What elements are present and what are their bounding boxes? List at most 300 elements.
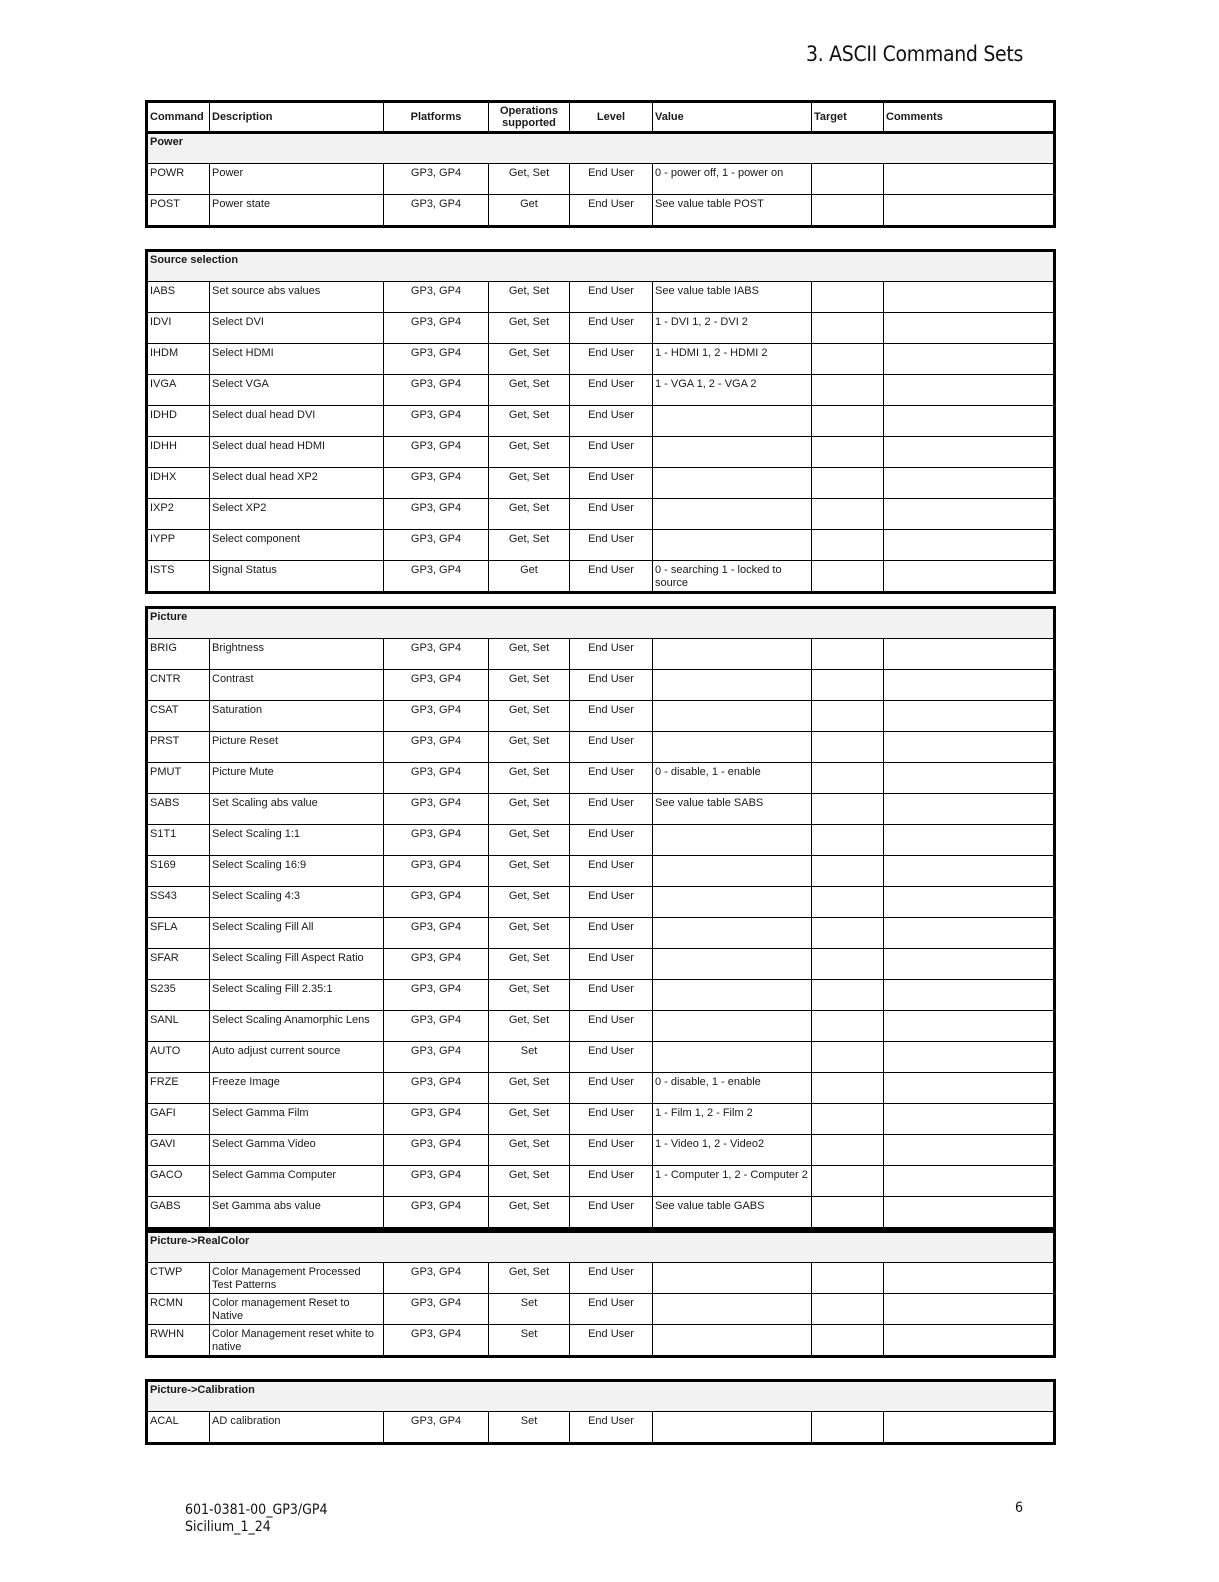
cell-platforms: GP3, GP4 xyxy=(384,406,489,437)
cell-platforms: GP3, GP4 xyxy=(384,344,489,375)
cell-comments xyxy=(884,1135,1055,1166)
cell-value xyxy=(653,887,812,918)
cell-value: 1 - Computer 1, 2 - Computer 2 xyxy=(653,1166,812,1197)
table-row xyxy=(147,1011,1055,1042)
cell-command: PRST xyxy=(147,732,210,763)
cell-comments xyxy=(884,639,1055,670)
cell-level: End User xyxy=(570,195,653,227)
cell-description: Color Management Processed Test Patterns xyxy=(210,1263,384,1294)
section-table xyxy=(145,100,1056,228)
cell-comments xyxy=(884,344,1055,375)
cell-description: Select Gamma Video xyxy=(210,1135,384,1166)
cell-description: Auto adjust current source xyxy=(210,1042,384,1073)
cell-target xyxy=(812,313,884,344)
cell-comments xyxy=(884,1263,1055,1294)
cell-target xyxy=(812,499,884,530)
cell-level: End User xyxy=(570,406,653,437)
cell-command: SANL xyxy=(147,1011,210,1042)
section-table xyxy=(145,1230,1056,1358)
column-header-level: Level xyxy=(570,102,653,133)
table-row xyxy=(147,732,1055,763)
table-row xyxy=(147,825,1055,856)
cell-comments xyxy=(884,856,1055,887)
cell-target xyxy=(812,1197,884,1229)
cell-platforms: GP3, GP4 xyxy=(384,561,489,593)
cell-platforms: GP3, GP4 xyxy=(384,1011,489,1042)
cell-target xyxy=(812,949,884,980)
cell-level: End User xyxy=(570,561,653,593)
cell-platforms: GP3, GP4 xyxy=(384,1325,489,1357)
cell-command: AUTO xyxy=(147,1042,210,1073)
cell-platforms: GP3, GP4 xyxy=(384,670,489,701)
table-row xyxy=(147,1197,1055,1229)
column-header-command: Command xyxy=(147,102,210,133)
section-table xyxy=(145,606,1056,1230)
table-row xyxy=(147,639,1055,670)
cell-operations: Get, Set xyxy=(489,670,570,701)
cell-value xyxy=(653,406,812,437)
cell-operations: Get, Set xyxy=(489,375,570,406)
cell-target xyxy=(812,1073,884,1104)
table-row xyxy=(147,794,1055,825)
cell-platforms: GP3, GP4 xyxy=(384,949,489,980)
table-row xyxy=(147,701,1055,732)
cell-description: Select dual head DVI xyxy=(210,406,384,437)
cell-target xyxy=(812,1011,884,1042)
cell-operations: Set xyxy=(489,1294,570,1325)
cell-operations: Get xyxy=(489,561,570,593)
cell-description: Freeze Image xyxy=(210,1073,384,1104)
cell-command: IDVI xyxy=(147,313,210,344)
cell-target xyxy=(812,375,884,406)
section-header-row xyxy=(147,608,1055,639)
cell-value: 1 - Video 1, 2 - Video2 xyxy=(653,1135,812,1166)
cell-platforms: GP3, GP4 xyxy=(384,918,489,949)
cell-operations: Get, Set xyxy=(489,856,570,887)
cell-level: End User xyxy=(570,1412,653,1444)
cell-level: End User xyxy=(570,1197,653,1229)
column-header-target: Target xyxy=(812,102,884,133)
column-header-value: Value xyxy=(653,102,812,133)
cell-description: Select Scaling Fill Aspect Ratio xyxy=(210,949,384,980)
cell-operations: Set xyxy=(489,1412,570,1444)
cell-platforms: GP3, GP4 xyxy=(384,825,489,856)
cell-value xyxy=(653,949,812,980)
cell-comments xyxy=(884,313,1055,344)
cell-operations: Get, Set xyxy=(489,1263,570,1294)
cell-comments xyxy=(884,1166,1055,1197)
cell-command: CSAT xyxy=(147,701,210,732)
cell-operations: Get, Set xyxy=(489,732,570,763)
cell-description: Select dual head XP2 xyxy=(210,468,384,499)
cell-level: End User xyxy=(570,732,653,763)
cell-comments xyxy=(884,468,1055,499)
cell-level: End User xyxy=(570,980,653,1011)
cell-target xyxy=(812,406,884,437)
cell-operations: Set xyxy=(489,1042,570,1073)
cell-platforms: GP3, GP4 xyxy=(384,164,489,195)
cell-target xyxy=(812,1042,884,1073)
cell-value xyxy=(653,1011,812,1042)
cell-platforms: GP3, GP4 xyxy=(384,499,489,530)
cell-value xyxy=(653,732,812,763)
cell-platforms: GP3, GP4 xyxy=(384,732,489,763)
cell-operations: Get, Set xyxy=(489,701,570,732)
cell-description: Select dual head HDMI xyxy=(210,437,384,468)
section-header-row xyxy=(147,1381,1055,1412)
cell-platforms: GP3, GP4 xyxy=(384,1166,489,1197)
cell-level: End User xyxy=(570,1042,653,1073)
cell-command: GAVI xyxy=(147,1135,210,1166)
cell-operations: Get, Set xyxy=(489,887,570,918)
cell-platforms: GP3, GP4 xyxy=(384,530,489,561)
cell-command: IABS xyxy=(147,282,210,313)
cell-operations: Get, Set xyxy=(489,313,570,344)
cell-target xyxy=(812,763,884,794)
cell-command: IXP2 xyxy=(147,499,210,530)
cell-level: End User xyxy=(570,313,653,344)
cell-command: POWR xyxy=(147,164,210,195)
cell-command: IYPP xyxy=(147,530,210,561)
cell-platforms: GP3, GP4 xyxy=(384,282,489,313)
cell-description: Select Scaling Fill All xyxy=(210,918,384,949)
cell-operations: Get, Set xyxy=(489,282,570,313)
cell-level: End User xyxy=(570,1325,653,1357)
cell-level: End User xyxy=(570,344,653,375)
cell-target xyxy=(812,1104,884,1135)
table-row xyxy=(147,561,1055,593)
cell-level: End User xyxy=(570,1073,653,1104)
cell-level: End User xyxy=(570,1104,653,1135)
cell-command: RCMN xyxy=(147,1294,210,1325)
footer-doc-number: 601-0381-00_GP3/GP4 xyxy=(185,1502,328,1518)
footer-page-number: 6 xyxy=(1015,1500,1024,1516)
cell-comments xyxy=(884,437,1055,468)
cell-operations: Get, Set xyxy=(489,794,570,825)
table-row xyxy=(147,499,1055,530)
cell-target xyxy=(812,164,884,195)
cell-level: End User xyxy=(570,918,653,949)
section-header-row xyxy=(147,1232,1055,1263)
cell-value: See value table IABS xyxy=(653,282,812,313)
section-title: Source selection xyxy=(147,251,1055,282)
cell-value: 0 - disable, 1 - enable xyxy=(653,1073,812,1104)
cell-platforms: GP3, GP4 xyxy=(384,1294,489,1325)
cell-level: End User xyxy=(570,1011,653,1042)
cell-target xyxy=(812,918,884,949)
footer-doc-info xyxy=(185,1502,327,1536)
cell-platforms: GP3, GP4 xyxy=(384,763,489,794)
cell-description: Select Scaling 4:3 xyxy=(210,887,384,918)
cell-command: SABS xyxy=(147,794,210,825)
cell-description: Brightness xyxy=(210,639,384,670)
table-row xyxy=(147,949,1055,980)
table-row xyxy=(147,887,1055,918)
cell-platforms: GP3, GP4 xyxy=(384,195,489,227)
cell-operations: Get, Set xyxy=(489,1197,570,1229)
cell-value xyxy=(653,437,812,468)
cell-platforms: GP3, GP4 xyxy=(384,794,489,825)
cell-description: Power state xyxy=(210,195,384,227)
cell-operations: Get, Set xyxy=(489,437,570,468)
cell-command: IVGA xyxy=(147,375,210,406)
section-header-row xyxy=(147,251,1055,282)
cell-comments xyxy=(884,282,1055,313)
table-row xyxy=(147,1166,1055,1197)
cell-operations: Get, Set xyxy=(489,530,570,561)
table-row xyxy=(147,1135,1055,1166)
cell-value xyxy=(653,1325,812,1357)
column-header-description: Description xyxy=(210,102,384,133)
cell-description: Signal Status xyxy=(210,561,384,593)
cell-operations: Get, Set xyxy=(489,949,570,980)
cell-level: End User xyxy=(570,1135,653,1166)
cell-level: End User xyxy=(570,1263,653,1294)
cell-command: IDHX xyxy=(147,468,210,499)
section-title: Picture xyxy=(147,608,1055,639)
cell-comments xyxy=(884,530,1055,561)
cell-operations: Get, Set xyxy=(489,164,570,195)
cell-comments xyxy=(884,670,1055,701)
cell-description: Contrast xyxy=(210,670,384,701)
cell-level: End User xyxy=(570,794,653,825)
table-row xyxy=(147,1294,1055,1325)
cell-value xyxy=(653,701,812,732)
cell-description: Color Management reset white to native xyxy=(210,1325,384,1357)
cell-target xyxy=(812,980,884,1011)
cell-description: Select DVI xyxy=(210,313,384,344)
cell-description: Select XP2 xyxy=(210,499,384,530)
table-row xyxy=(147,195,1055,227)
cell-level: End User xyxy=(570,282,653,313)
cell-comments xyxy=(884,1011,1055,1042)
cell-operations: Get, Set xyxy=(489,1166,570,1197)
cell-operations: Get, Set xyxy=(489,918,570,949)
cell-command: SFLA xyxy=(147,918,210,949)
cell-comments xyxy=(884,949,1055,980)
cell-operations: Get, Set xyxy=(489,1073,570,1104)
cell-comments xyxy=(884,1073,1055,1104)
cell-operations: Get xyxy=(489,195,570,227)
cell-level: End User xyxy=(570,887,653,918)
cell-command: S235 xyxy=(147,980,210,1011)
cell-target xyxy=(812,1325,884,1357)
cell-platforms: GP3, GP4 xyxy=(384,1197,489,1229)
cell-comments xyxy=(884,918,1055,949)
column-header-platforms: Platforms xyxy=(384,102,489,133)
cell-comments xyxy=(884,763,1055,794)
table-row xyxy=(147,375,1055,406)
column-header-operations: Operations supported xyxy=(489,102,570,133)
table-row xyxy=(147,1104,1055,1135)
cell-level: End User xyxy=(570,164,653,195)
cell-description: Saturation xyxy=(210,701,384,732)
cell-operations: Get, Set xyxy=(489,639,570,670)
cell-platforms: GP3, GP4 xyxy=(384,437,489,468)
cell-value xyxy=(653,1412,812,1444)
cell-command: S1T1 xyxy=(147,825,210,856)
cell-value: 0 - power off, 1 - power on xyxy=(653,164,812,195)
cell-level: End User xyxy=(570,1166,653,1197)
cell-command: IHDM xyxy=(147,344,210,375)
cell-command: POST xyxy=(147,195,210,227)
cell-comments xyxy=(884,701,1055,732)
cell-description: Set source abs values xyxy=(210,282,384,313)
cell-description: Select VGA xyxy=(210,375,384,406)
column-header-comments: Comments xyxy=(884,102,1055,133)
cell-description: Select Scaling 1:1 xyxy=(210,825,384,856)
cell-comments xyxy=(884,195,1055,227)
cell-operations: Get, Set xyxy=(489,1104,570,1135)
cell-platforms: GP3, GP4 xyxy=(384,701,489,732)
cell-value: 0 - disable, 1 - enable xyxy=(653,763,812,794)
cell-platforms: GP3, GP4 xyxy=(384,887,489,918)
cell-comments xyxy=(884,164,1055,195)
cell-comments xyxy=(884,1197,1055,1229)
cell-command: IDHH xyxy=(147,437,210,468)
cell-value: 1 - DVI 1, 2 - DVI 2 xyxy=(653,313,812,344)
cell-platforms: GP3, GP4 xyxy=(384,1073,489,1104)
cell-command: RWHN xyxy=(147,1325,210,1357)
cell-comments xyxy=(884,732,1055,763)
footer-version: Sicilium_1_24 xyxy=(185,1519,271,1535)
cell-target xyxy=(812,732,884,763)
section-table xyxy=(145,249,1056,594)
table-row xyxy=(147,1042,1055,1073)
table-row xyxy=(147,406,1055,437)
cell-operations: Get, Set xyxy=(489,1135,570,1166)
table-row xyxy=(147,437,1055,468)
cell-description: Set Scaling abs value xyxy=(210,794,384,825)
cell-comments xyxy=(884,1294,1055,1325)
cell-platforms: GP3, GP4 xyxy=(384,468,489,499)
cell-command: ACAL xyxy=(147,1412,210,1444)
cell-target xyxy=(812,437,884,468)
table-row xyxy=(147,1263,1055,1294)
cell-command: S169 xyxy=(147,856,210,887)
cell-level: End User xyxy=(570,639,653,670)
cell-command: CTWP xyxy=(147,1263,210,1294)
cell-comments xyxy=(884,1104,1055,1135)
cell-target xyxy=(812,887,884,918)
table-row xyxy=(147,313,1055,344)
table-row xyxy=(147,344,1055,375)
cell-level: End User xyxy=(570,1294,653,1325)
cell-platforms: GP3, GP4 xyxy=(384,1104,489,1135)
section-title: Picture->Calibration xyxy=(147,1381,1055,1412)
cell-target xyxy=(812,794,884,825)
cell-comments xyxy=(884,375,1055,406)
cell-operations: Get, Set xyxy=(489,406,570,437)
cell-description: Select Scaling 16:9 xyxy=(210,856,384,887)
cell-value xyxy=(653,1294,812,1325)
table-row xyxy=(147,1073,1055,1104)
table-row xyxy=(147,918,1055,949)
cell-value: See value table POST xyxy=(653,195,812,227)
cell-command: GAFI xyxy=(147,1104,210,1135)
cell-comments xyxy=(884,561,1055,593)
cell-level: End User xyxy=(570,437,653,468)
cell-description: Select Scaling Fill 2.35:1 xyxy=(210,980,384,1011)
cell-platforms: GP3, GP4 xyxy=(384,1412,489,1444)
cell-operations: Get, Set xyxy=(489,344,570,375)
cell-value: See value table GABS xyxy=(653,1197,812,1229)
cell-command: GABS xyxy=(147,1197,210,1229)
cell-description: Select HDMI xyxy=(210,344,384,375)
cell-target xyxy=(812,344,884,375)
cell-value: 1 - HDMI 1, 2 - HDMI 2 xyxy=(653,344,812,375)
cell-value xyxy=(653,1042,812,1073)
cell-platforms: GP3, GP4 xyxy=(384,980,489,1011)
cell-target xyxy=(812,1166,884,1197)
cell-description: Set Gamma abs value xyxy=(210,1197,384,1229)
cell-target xyxy=(812,701,884,732)
cell-level: End User xyxy=(570,375,653,406)
cell-description: AD calibration xyxy=(210,1412,384,1444)
cell-value xyxy=(653,670,812,701)
cell-value xyxy=(653,918,812,949)
section-header-row xyxy=(147,133,1055,164)
cell-target xyxy=(812,1412,884,1444)
cell-description: Select Gamma Computer xyxy=(210,1166,384,1197)
page-header-title: 3. ASCII Command Sets xyxy=(806,42,1023,66)
cell-command: SS43 xyxy=(147,887,210,918)
cell-comments xyxy=(884,887,1055,918)
cell-comments xyxy=(884,1325,1055,1357)
cell-description: Select Scaling Anamorphic Lens xyxy=(210,1011,384,1042)
cell-level: End User xyxy=(570,763,653,794)
cell-target xyxy=(812,1294,884,1325)
cell-comments xyxy=(884,794,1055,825)
cell-target xyxy=(812,670,884,701)
cell-command: GACO xyxy=(147,1166,210,1197)
table-row xyxy=(147,468,1055,499)
cell-operations: Get, Set xyxy=(489,980,570,1011)
cell-level: End User xyxy=(570,468,653,499)
cell-platforms: GP3, GP4 xyxy=(384,375,489,406)
cell-command: BRIG xyxy=(147,639,210,670)
table-row xyxy=(147,530,1055,561)
section-title: Power xyxy=(147,133,1055,164)
table-row xyxy=(147,670,1055,701)
cell-level: End User xyxy=(570,701,653,732)
cell-value: 0 - searching 1 - locked to source xyxy=(653,561,812,593)
cell-target xyxy=(812,195,884,227)
section-title: Picture->RealColor xyxy=(147,1232,1055,1263)
table-row xyxy=(147,1325,1055,1357)
cell-command: PMUT xyxy=(147,763,210,794)
cell-value xyxy=(653,856,812,887)
section-table xyxy=(145,1379,1056,1445)
cell-value xyxy=(653,499,812,530)
cell-target xyxy=(812,282,884,313)
cell-comments xyxy=(884,825,1055,856)
cell-operations: Set xyxy=(489,1325,570,1357)
cell-value: 1 - VGA 1, 2 - VGA 2 xyxy=(653,375,812,406)
cell-description: Power xyxy=(210,164,384,195)
cell-operations: Get, Set xyxy=(489,468,570,499)
cell-comments xyxy=(884,499,1055,530)
table-row xyxy=(147,856,1055,887)
cell-target xyxy=(812,639,884,670)
table-row xyxy=(147,980,1055,1011)
cell-comments xyxy=(884,406,1055,437)
cell-level: End User xyxy=(570,825,653,856)
table-row xyxy=(147,282,1055,313)
cell-operations: Get, Set xyxy=(489,763,570,794)
table-row xyxy=(147,164,1055,195)
cell-description: Picture Reset xyxy=(210,732,384,763)
